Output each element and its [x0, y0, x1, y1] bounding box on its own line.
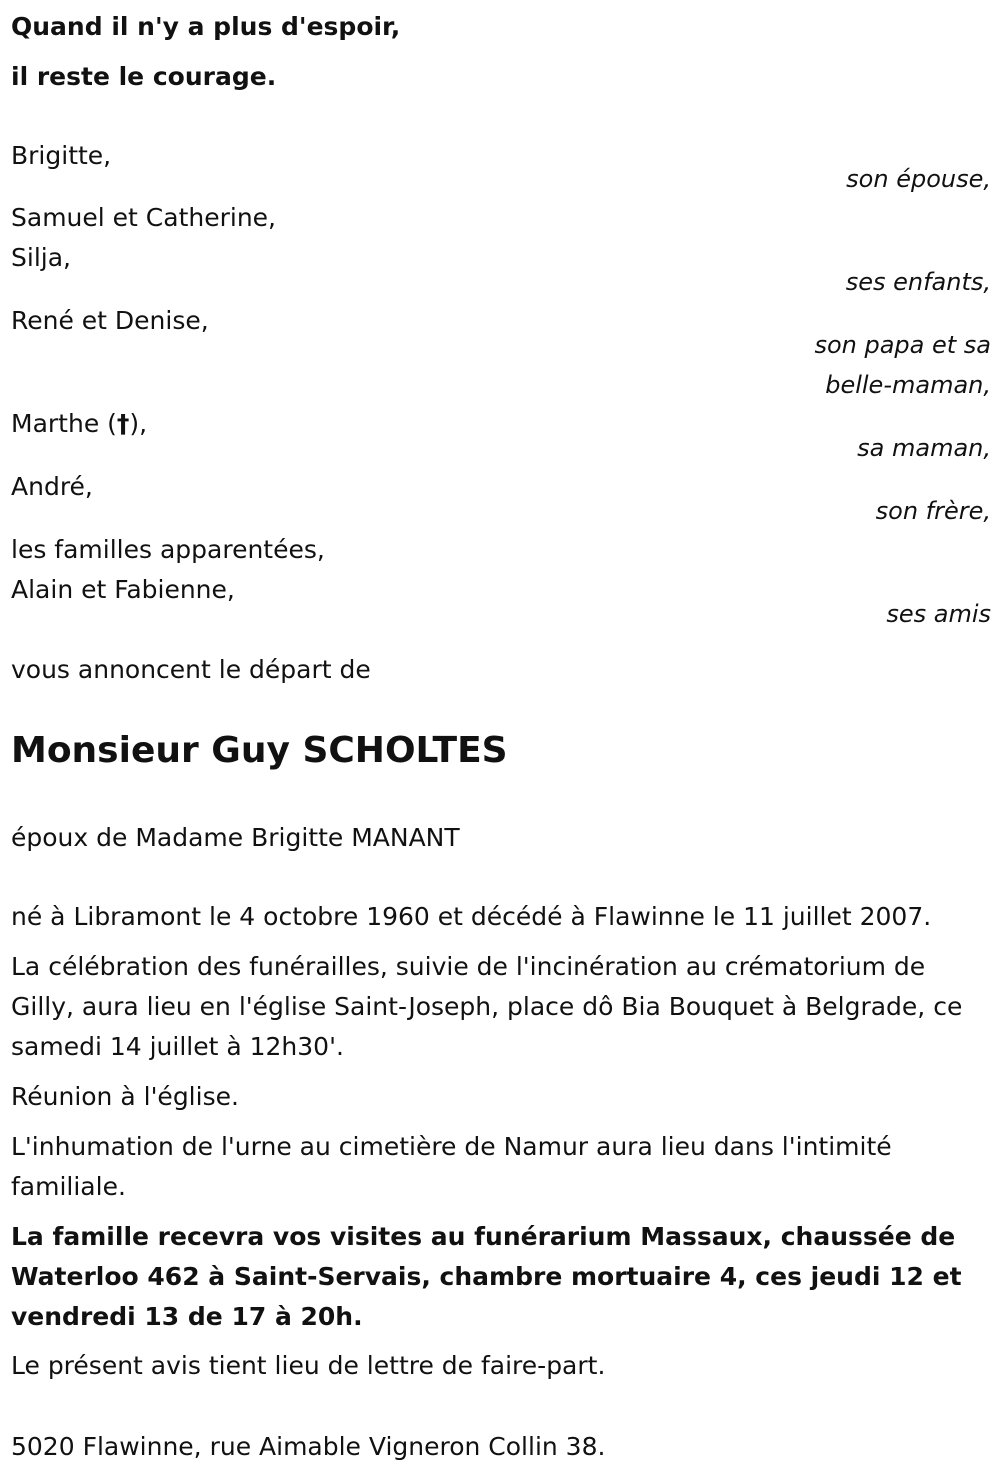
relation-father-line-1: son papa et sa — [814, 331, 991, 359]
visits-paragraph: La famille recevra vos visites au funérarium Massaux, chaussée de Waterloo 462 à Saint-Servais, chambre mortuaire 4, ces jeudi 12 et vendredi 13 de 17 à 20h. — [11, 1222, 962, 1331]
deceased-name: Monsieur Guy SCHOLTES — [11, 730, 508, 771]
family-name-son: Samuel et Catherine, — [11, 203, 276, 232]
relation-wife: son épouse, — [846, 165, 991, 193]
relation-brother: son frère, — [875, 497, 991, 525]
cross-icon: † — [116, 409, 130, 438]
family-name-father: René et Denise, — [11, 306, 209, 335]
mother-name-suffix: ), — [129, 409, 148, 438]
relation-friends: ses amis — [886, 600, 991, 628]
ceremony-paragraph: La célébration des funérailles, suivie de l'incinération au crématorium de Gilly, aura lieu en l'église Saint-Joseph, place dô Bia Bouquet à Belgrade, ce samedi 14 juillet à 12h30'. — [11, 952, 963, 1061]
quote-line-2: il reste le courage. — [11, 62, 277, 91]
relation-mother: sa maman, — [857, 434, 991, 462]
quote-line-1: Quand il n'y a plus d'espoir, — [11, 12, 401, 41]
mother-name-prefix: Marthe ( — [11, 409, 117, 438]
family-name-mother — [11, 411, 147, 436]
spouse-line: époux de Madame Brigitte MANANT — [11, 823, 460, 852]
relation-father-line-2: belle-maman, — [825, 371, 991, 399]
announce-text: vous annoncent le départ de — [11, 655, 371, 684]
family-name-daughter: Silja, — [11, 243, 71, 272]
burial-paragraph: L'inhumation de l'urne au cimetière de Namur aura lieu dans l'intimité familiale. — [11, 1132, 892, 1201]
family-name-friends: Alain et Fabienne, — [11, 575, 235, 604]
family-name-brother: André, — [11, 472, 93, 501]
notice-paragraph: Le présent avis tient lieu de lettre de faire-part. — [11, 1351, 606, 1380]
family-name-wife: Brigitte, — [11, 141, 112, 170]
family-name-relatives: les familles apparentées, — [11, 535, 325, 564]
relation-children: ses enfants, — [845, 268, 991, 296]
meeting-paragraph: Réunion à l'église. — [11, 1082, 239, 1111]
birth-death-paragraph: né à Libramont le 4 octobre 1960 et décédé à Flawinne le 11 juillet 2007. — [11, 902, 932, 931]
address-line: 5020 Flawinne, rue Aimable Vigneron Collin 38. — [11, 1432, 606, 1461]
